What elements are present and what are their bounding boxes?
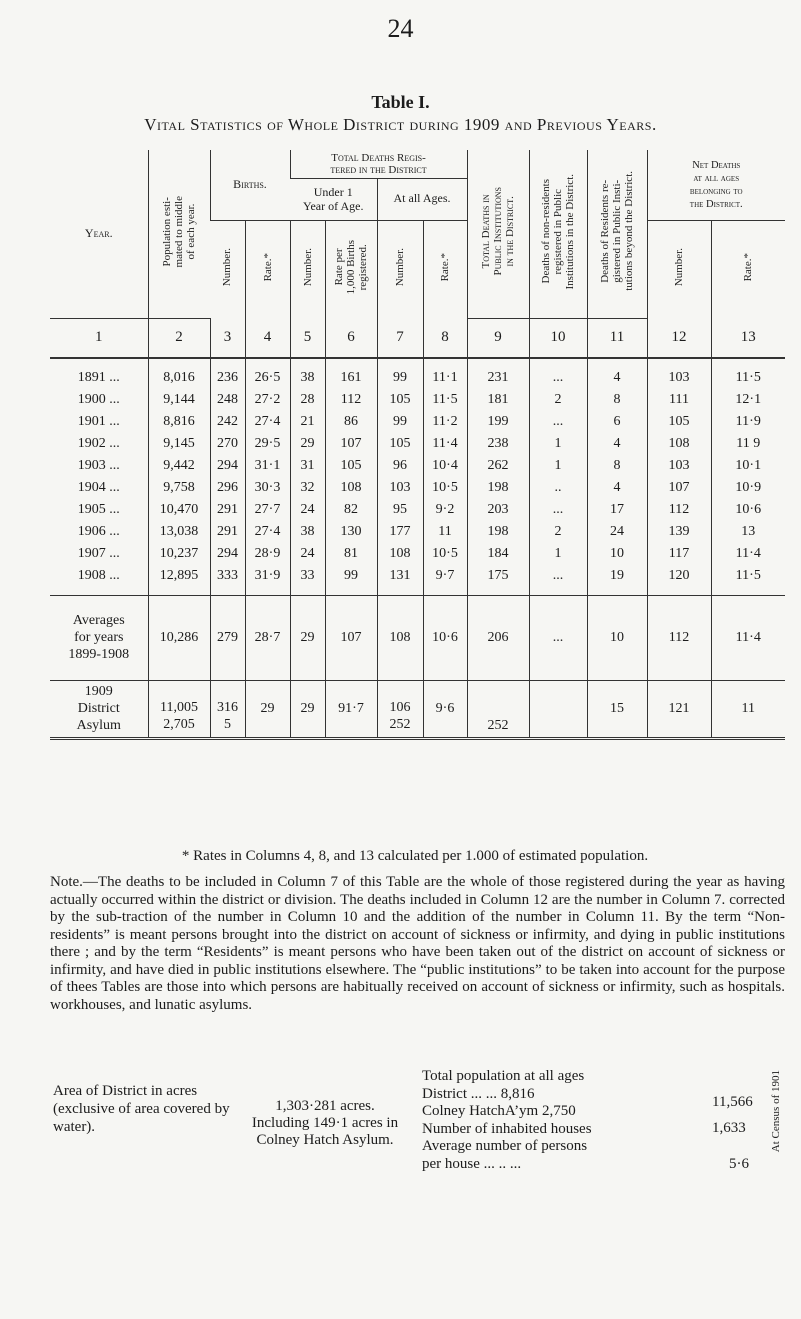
cell-net: 111 bbox=[647, 389, 711, 411]
cell-allrate: 11·1 bbox=[423, 358, 467, 389]
cell-allrate: 9·2 bbox=[423, 499, 467, 521]
header-allages-rate: Rate.* bbox=[423, 220, 467, 318]
cell-net: 112 bbox=[647, 499, 711, 521]
cell-u1rate: 108 bbox=[325, 477, 377, 499]
cell-net: 120 bbox=[647, 565, 711, 596]
table-row bbox=[50, 358, 785, 389]
cell-u1rate: 105 bbox=[325, 455, 377, 477]
header-total-deaths: Total Deaths Regis- tered in the District bbox=[290, 150, 467, 178]
header-net-deaths: Net Deaths at all ages belonging to the District. bbox=[647, 150, 785, 220]
cell-pop: 9,145 bbox=[148, 433, 210, 455]
cell-u1rate: 86 bbox=[325, 411, 377, 433]
cell-netrate: 10·6 bbox=[711, 499, 785, 521]
cell-u1: 31 bbox=[290, 455, 325, 477]
cell-netrate: 12·1 bbox=[711, 389, 785, 411]
cell-all: 95 bbox=[377, 499, 423, 521]
cell-year: 1902 ... bbox=[77, 435, 120, 451]
cell-nonres: 2 bbox=[529, 389, 587, 411]
cell-allrate: 10·5 bbox=[423, 477, 467, 499]
cell-netrate: 10·1 bbox=[711, 455, 785, 477]
cell-u1rate: 112 bbox=[325, 389, 377, 411]
cell-year: 1904 ... bbox=[77, 479, 120, 495]
cell-res: 19 bbox=[587, 565, 647, 596]
header-year: Year. bbox=[50, 150, 148, 318]
cell-netrate: 11·4 bbox=[711, 543, 785, 565]
table-title: Vital Statistics of Whole District during 1909 and Previous Years. bbox=[144, 115, 657, 134]
header-net-number: Number. bbox=[647, 220, 711, 318]
cell-res: 10 bbox=[587, 543, 647, 565]
cell-res: 8 bbox=[587, 455, 647, 477]
cell-net: 139 bbox=[647, 521, 711, 543]
cell-res: 4 bbox=[587, 477, 647, 499]
cell-netrate: 11·5 bbox=[711, 565, 785, 596]
cell-nonres: 1 bbox=[529, 543, 587, 565]
cell-res: 6 bbox=[587, 411, 647, 433]
cell-u1rate: 81 bbox=[325, 543, 377, 565]
census-note: At Census of 1901 bbox=[770, 1070, 782, 1153]
table-row bbox=[50, 389, 785, 411]
cell-year: 1905 ... bbox=[77, 501, 120, 517]
cell-u1: 21 bbox=[290, 411, 325, 433]
cell-pop: 8,016 bbox=[148, 358, 210, 389]
header-nonresidents: Deaths of non-residents registered in Public Institutions in the District. bbox=[529, 150, 587, 318]
inhabited-houses: 1,633 bbox=[712, 1120, 746, 1136]
cell-allrate: 10·5 bbox=[423, 543, 467, 565]
cell-births: 291 bbox=[210, 521, 245, 543]
cell-netrate: 11·5 bbox=[711, 358, 785, 389]
cell-res: 4 bbox=[587, 358, 647, 389]
cell-births: 296 bbox=[210, 477, 245, 499]
cell-netrate: 10·9 bbox=[711, 477, 785, 499]
cell-pop: 9,144 bbox=[148, 389, 210, 411]
cell-net: 107 bbox=[647, 477, 711, 499]
table-caption: Table I. bbox=[371, 92, 430, 112]
header-births: Births. bbox=[210, 150, 290, 220]
cell-year: 1901 ... bbox=[77, 413, 120, 429]
area-label: Area of District in acres (exclusive of area covered by water). bbox=[53, 1083, 230, 1135]
rates-footnote: * Rates in Columns 4, 8, and 13 calculated per 1.000 of estimated population. bbox=[181, 848, 649, 864]
cell-netrate: 11 9 bbox=[711, 433, 785, 455]
cell-u1: 33 bbox=[290, 565, 325, 596]
cell-pop: 13,038 bbox=[148, 521, 210, 543]
cell-pub: 203 bbox=[467, 499, 529, 521]
cell-pub: 231 bbox=[467, 358, 529, 389]
cell-u1rate: 82 bbox=[325, 499, 377, 521]
cell-pub: 184 bbox=[467, 543, 529, 565]
cell-u1: 29 bbox=[290, 433, 325, 455]
cell-all: 96 bbox=[377, 455, 423, 477]
cell-res: 8 bbox=[587, 389, 647, 411]
cell-brate: 31·9 bbox=[245, 565, 290, 596]
cell-u1: 28 bbox=[290, 389, 325, 411]
cell-births: 291 bbox=[210, 499, 245, 521]
cell-nonres: ... bbox=[529, 499, 587, 521]
cell-nonres: ... bbox=[529, 565, 587, 596]
cell-brate: 26·5 bbox=[245, 358, 290, 389]
page-number: 24 bbox=[387, 14, 414, 43]
header-allages: At all Ages. bbox=[377, 178, 467, 220]
cell-u1: 38 bbox=[290, 358, 325, 389]
cell-pop: 10,237 bbox=[148, 543, 210, 565]
cell-nonres: .. bbox=[529, 477, 587, 499]
cell-nonres: ... bbox=[529, 358, 587, 389]
header-net-rate: Rate.* bbox=[711, 220, 785, 318]
cell-res: 17 bbox=[587, 499, 647, 521]
header-under1: Under 1 Year of Age. bbox=[290, 178, 377, 220]
cell-year: 1908 ... bbox=[50, 565, 148, 596]
cell-u1rate: 130 bbox=[325, 521, 377, 543]
cell-pub: 238 bbox=[467, 433, 529, 455]
cell-brate: 29·5 bbox=[245, 433, 290, 455]
population-total: 11,566 bbox=[712, 1094, 753, 1110]
cell-births: 333 bbox=[210, 565, 245, 596]
cell-allrate: 11·2 bbox=[423, 411, 467, 433]
cell-all: 105 bbox=[377, 389, 423, 411]
cell-allrate: 11 bbox=[423, 521, 467, 543]
cell-all: 108 bbox=[377, 543, 423, 565]
header-under1-rate: Rate per 1,000 Births registered. bbox=[325, 220, 377, 318]
cell-nonres: 2 bbox=[529, 521, 587, 543]
population-summary: Total population at all ages District ... ... 8,816 Colney HatchA’ym 2,750 Number of inhabited houses Average number of persons per house ... .. ... 11,566 1,633 5·6 bbox=[422, 1068, 753, 1172]
table-row bbox=[50, 411, 785, 433]
persons-per-house: 5·6 bbox=[729, 1156, 749, 1172]
cell-u1rate: 107 bbox=[325, 433, 377, 455]
cell-pub: 262 bbox=[467, 455, 529, 477]
cell-all: 99 bbox=[377, 411, 423, 433]
cell-u1: 32 bbox=[290, 477, 325, 499]
table-row bbox=[50, 543, 785, 565]
cell-births: 294 bbox=[210, 455, 245, 477]
table-row bbox=[50, 477, 785, 499]
cell-brate: 30·3 bbox=[245, 477, 290, 499]
cell-net: 105 bbox=[647, 411, 711, 433]
table-row bbox=[50, 433, 785, 455]
explanatory-note: Note.—The deaths to be included in Column 7 of this Table are the whole of those registered during the year as having actually occurred within the district or division. The deaths included in Column 12 are the number in Column 7. corrected by the sub-traction of the number in Column 10 and the addition of the number in Column 11. By the term “Non-residents” is meant persons brought into the district on account of sickness or infirmity, and dying in public institutions there ; and by the term “Residents” is meant persons who have been taken out of the district on account of sickness or infirmity, and have died in public institutions elsewhere. The “public institutions” to be taken into account for the purpose of thees Tables are those into which persons are habitually received on account of sickness or infirmity, such as hospitals. workhouses, and lunatic asylums. bbox=[50, 874, 785, 1013]
column-numbers-row: 1 2 3 4 5 6 7 8 9 10 11 12 13 bbox=[50, 318, 785, 358]
cell-year: 1891 ... bbox=[77, 369, 120, 385]
header-public-institutions: Total Deaths in Public Institutions in the District. bbox=[467, 150, 529, 318]
cell-all: 99 bbox=[377, 358, 423, 389]
cell-u1rate: 99 bbox=[325, 565, 377, 596]
cell-u1rate: 161 bbox=[325, 358, 377, 389]
cell-net: 108 bbox=[647, 433, 711, 455]
cell-allrate: 9·7 bbox=[423, 565, 467, 596]
cell-all: 131 bbox=[377, 565, 423, 596]
cell-brate: 31·1 bbox=[245, 455, 290, 477]
cell-all: 105 bbox=[377, 433, 423, 455]
cell-allrate: 11·5 bbox=[423, 389, 467, 411]
header-births-number: Number. bbox=[221, 247, 234, 286]
cell-brate: 27·2 bbox=[245, 389, 290, 411]
header-allages-number: Number. bbox=[377, 220, 423, 318]
table-row bbox=[50, 499, 785, 521]
cell-year: 1906 ... bbox=[77, 523, 120, 539]
vital-statistics-table bbox=[50, 150, 785, 740]
cell-nonres: 1 bbox=[529, 455, 587, 477]
cell-brate: 27·4 bbox=[245, 411, 290, 433]
cell-pub: 199 bbox=[467, 411, 529, 433]
cell-births: 248 bbox=[210, 389, 245, 411]
averages-row: Averages for years 1899-1908 10,286 279 28·7 29 107 108 10·6 206 ... 10 112 11·4 bbox=[50, 595, 785, 680]
header-under1-number: Number. bbox=[290, 220, 325, 318]
cell-pub: 181 bbox=[467, 389, 529, 411]
cell-year: 1903 ... bbox=[77, 457, 120, 473]
cell-net: 117 bbox=[647, 543, 711, 565]
cell-u1: 24 bbox=[290, 543, 325, 565]
cell-pop: 9,442 bbox=[148, 455, 210, 477]
cell-pub: 198 bbox=[467, 521, 529, 543]
cell-netrate: 13 bbox=[711, 521, 785, 543]
cell-allrate: 11·4 bbox=[423, 433, 467, 455]
cell-res: 24 bbox=[587, 521, 647, 543]
cell-births: 236 bbox=[210, 358, 245, 389]
table-row bbox=[50, 455, 785, 477]
cell-pub: 198 bbox=[467, 477, 529, 499]
cell-year: 1900 ... bbox=[77, 391, 120, 407]
cell-all: 177 bbox=[377, 521, 423, 543]
cell-res: 4 bbox=[587, 433, 647, 455]
cell-nonres: 1 bbox=[529, 433, 587, 455]
cell-brate: 27·4 bbox=[245, 521, 290, 543]
cell-pub: 175 bbox=[467, 565, 529, 596]
cell-all: 103 bbox=[377, 477, 423, 499]
cell-pop: 10,470 bbox=[148, 499, 210, 521]
year-1909-row: 1909 District Asylum 11,005 2,705 316 5 29 29 91·7 106 252 9·6 252 15 121 11 bbox=[50, 680, 785, 738]
cell-allrate: 10·4 bbox=[423, 455, 467, 477]
cell-pop: 9,758 bbox=[148, 477, 210, 499]
header-residents: Deaths of Residents re- gistered in Public Insti- tutions beyond the District. bbox=[587, 150, 647, 318]
cell-nonres: ... bbox=[529, 411, 587, 433]
cell-births: 294 bbox=[210, 543, 245, 565]
cell-births: 242 bbox=[210, 411, 245, 433]
header-births-rate: Rate.* bbox=[245, 220, 290, 318]
cell-year: 1907 ... bbox=[77, 545, 120, 561]
header-population: Population esti- mated to middle of each year. bbox=[148, 150, 210, 318]
cell-brate: 27·7 bbox=[245, 499, 290, 521]
cell-pop: 8,816 bbox=[148, 411, 210, 433]
cell-brate: 28·9 bbox=[245, 543, 290, 565]
cell-u1: 38 bbox=[290, 521, 325, 543]
cell-births: 270 bbox=[210, 433, 245, 455]
cell-net: 103 bbox=[647, 358, 711, 389]
cell-u1: 24 bbox=[290, 499, 325, 521]
area-acres: 1,303·281 acres. Including 149·1 acres in Colney Hatch Asylum. bbox=[251, 1098, 399, 1148]
cell-pop: 12,895 bbox=[148, 565, 210, 596]
cell-netrate: 11·9 bbox=[711, 411, 785, 433]
table-row bbox=[50, 565, 785, 596]
cell-net: 103 bbox=[647, 455, 711, 477]
table-row bbox=[50, 521, 785, 543]
